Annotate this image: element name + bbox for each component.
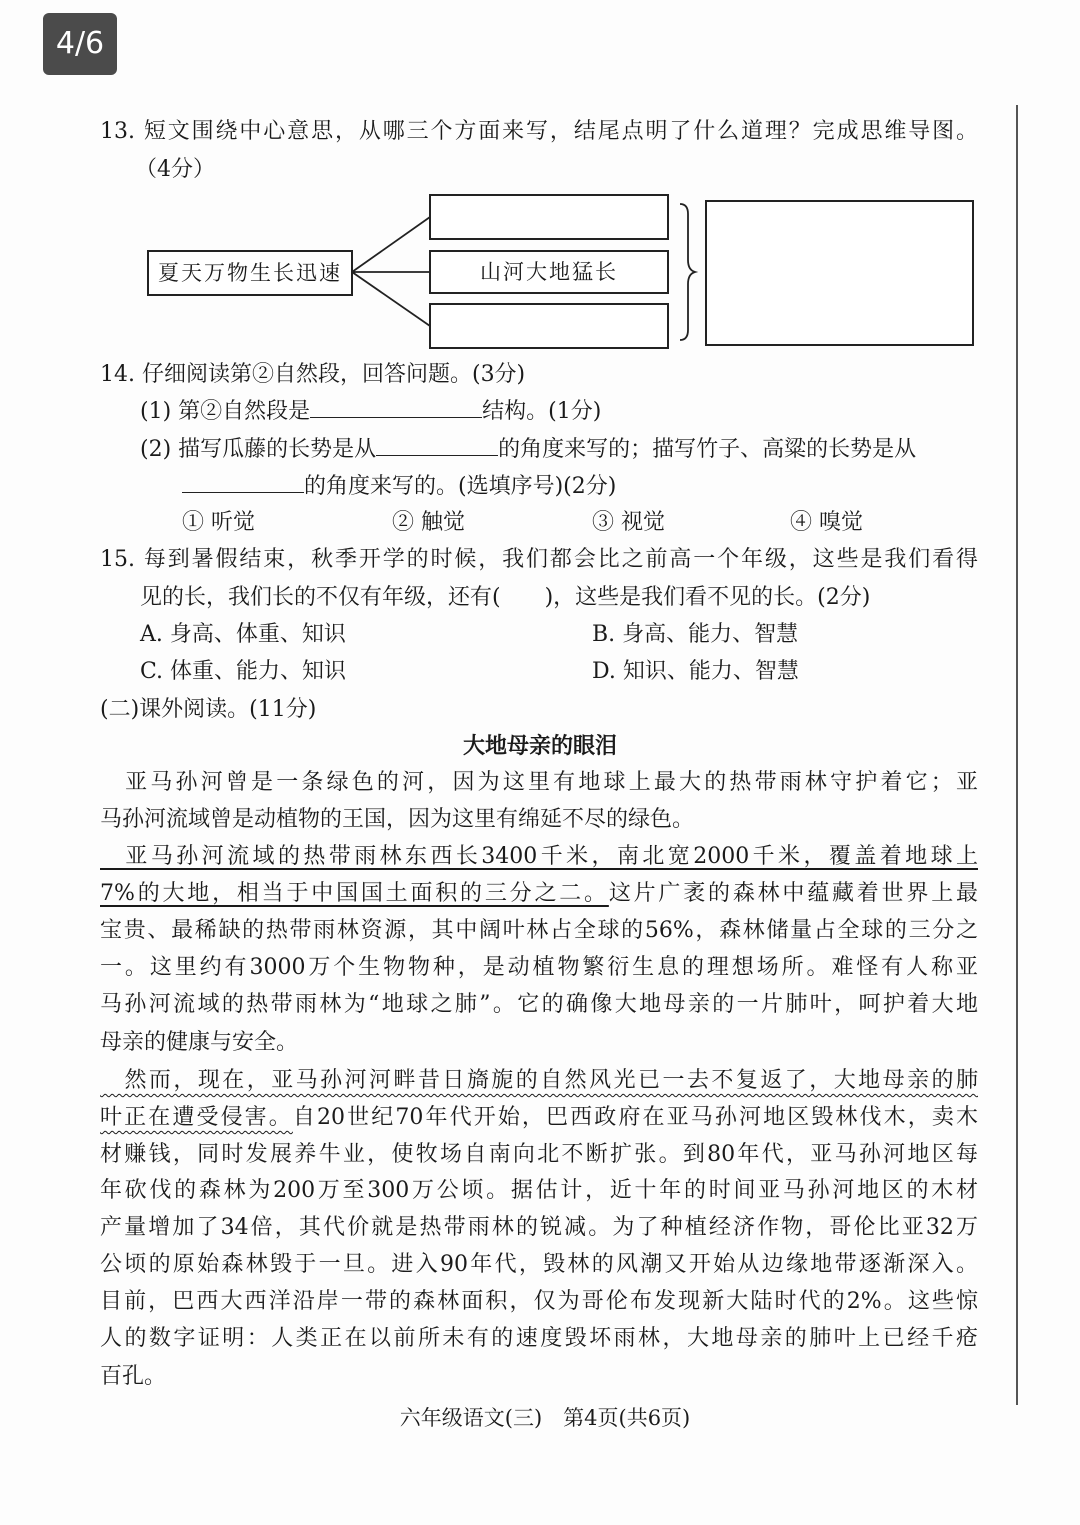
q14-part1 bbox=[140, 397, 601, 426]
q14-part2-line2 bbox=[182, 472, 616, 501]
article-line: 一。这里约有3000万个生物物种，是动植物繁衍生息的理想场所。难怪有人称亚 bbox=[100, 955, 978, 980]
q14-part1-text: (1) 第②自然段是 bbox=[140, 399, 311, 424]
article-line: 亚马孙河曾是一条绿色的河，因为这里有地球上最大的热带雨林守护着它；亚 bbox=[100, 770, 978, 795]
article-line bbox=[100, 880, 978, 908]
q14-part1-blank[interactable] bbox=[310, 397, 482, 418]
q15-stem: 15. 每到暑假结束，秋季开学的时候，我们都会比之前高一个年级，这些是我们看得 bbox=[100, 547, 978, 572]
page-footer: 六年级语文(三) 第4页(共6页) bbox=[399, 1406, 691, 1430]
article-line: 马孙河流域曾是动植物的王国，因为这里有绵延不尽的绿色。 bbox=[100, 807, 695, 832]
q14-part1-text-end: 结构。(1分) bbox=[482, 399, 602, 424]
q13-stem: 13. 短文围绕中心意思，从哪三个方面来写，结尾点明了什么道理？完成思维导图。 bbox=[100, 119, 978, 144]
q15-option-b: B. 身高、能力、智慧 bbox=[592, 622, 799, 647]
article-text: 这片广袤的森林中蕴藏着世界上最 bbox=[608, 881, 978, 906]
q14-stem: 14. 仔细阅读第②自然段，回答问题。(3分) bbox=[100, 362, 526, 387]
q15-stem-line2: 见的长，我们长的不仅有年级，还有( )，这些是我们看不见的长。(2分) bbox=[140, 585, 871, 610]
q14-part2 bbox=[140, 435, 916, 464]
article-line bbox=[100, 1104, 978, 1132]
article-title: 大地母亲的眼泪 bbox=[462, 734, 617, 759]
section-heading: (二)课外阅读。(11分) bbox=[100, 697, 317, 722]
q14-part2-text-mid: 的角度来写的；描写竹子、高粱的长势是从 bbox=[498, 437, 917, 462]
article-line: 马孙河流域的热带雨林为“地球之肺”。它的确像大地母亲的一片肺叶，呵护着大地 bbox=[100, 992, 978, 1017]
q14-part2-text-end: 的角度来写的。(选填序号)(2分) bbox=[304, 474, 617, 499]
q14-option: ③ 视觉 bbox=[592, 510, 665, 535]
mind-map-answer-box-bottom[interactable] bbox=[429, 303, 669, 349]
q14-part2-text: (2) 描写瓜藤的长势是从 bbox=[140, 437, 377, 462]
article-line-wavy: 然而，现在，亚马孙河河畔昔日旖旎的自然风光已一去不复返了，大地母亲的肺 bbox=[100, 1068, 978, 1093]
mind-map-branch-middle: 山河大地猛长 bbox=[429, 250, 669, 294]
q14-option: ④ 嗅觉 bbox=[790, 510, 863, 535]
mind-map-answer-box-top[interactable] bbox=[429, 194, 669, 240]
article-line: 母亲的健康与安全。 bbox=[100, 1030, 299, 1055]
wavy-sentence: 叶正在遭受侵害。 bbox=[100, 1105, 293, 1130]
article-line: 宝贵、最稀缺的热带雨林资源，其中阔叶林占全球的56%，森林储量占全球的三分之 bbox=[100, 918, 978, 943]
q14-part2-blank1[interactable] bbox=[376, 435, 498, 456]
brace-icon bbox=[680, 204, 695, 340]
article-line: 年砍伐的森林为200万至300万公顷。据估计，近十年的时间亚马孙河地区的木材 bbox=[100, 1178, 978, 1203]
q15-option-a: A. 身高、体重、知识 bbox=[140, 622, 346, 647]
page-indicator-badge: 4/6 bbox=[43, 13, 117, 75]
mind-map-conclusion-box[interactable] bbox=[705, 200, 974, 346]
article-line: 公顷的原始森林毁于一旦。进入90年代，毁林的风潮又开始从边缘地带逐渐深入。 bbox=[100, 1252, 978, 1277]
article-line: 人的数字证明：人类正在以前所未有的速度毁坏雨林，大地母亲的肺叶上已经千疮 bbox=[100, 1326, 978, 1351]
article-line-underlined: 亚马孙河流域的热带雨林东西长3400千米，南北宽2000千米，覆盖着地球上 bbox=[100, 844, 978, 869]
mind-map-root-box: 夏天万物生长迅速 bbox=[147, 250, 353, 296]
underlined-sentence: 7%的大地，相当于中国国土面积的三分之二。 bbox=[100, 881, 609, 906]
q15-option-c: C. 体重、能力、知识 bbox=[140, 659, 347, 684]
q13-score: （4分） bbox=[135, 157, 215, 182]
article-line: 目前，巴西大西洋沿岸一带的森林面积，仅为哥伦布发现新大陆时代的2%。这些惊 bbox=[100, 1289, 978, 1314]
article-text: 自20世纪70年代开始，巴西政府在亚马孙河地区毁林伐木，卖木 bbox=[292, 1105, 978, 1130]
article-line: 材赚钱，同时发展养牛业，使牧场自南向北不断扩张。到80年代，亚马孙河地区每 bbox=[100, 1142, 978, 1167]
q15-option-d: D. 知识、能力、智慧 bbox=[592, 659, 799, 684]
q14-option: ② 触觉 bbox=[392, 510, 465, 535]
q14-part2-blank2[interactable] bbox=[182, 472, 304, 493]
article-line: 百孔。 bbox=[100, 1364, 167, 1389]
article-line: 产量增加了34倍，其代价就是热带雨林的锐减。为了种植经济作物，哥伦比亚32万 bbox=[100, 1215, 978, 1240]
q14-option: ① 听觉 bbox=[182, 510, 255, 535]
